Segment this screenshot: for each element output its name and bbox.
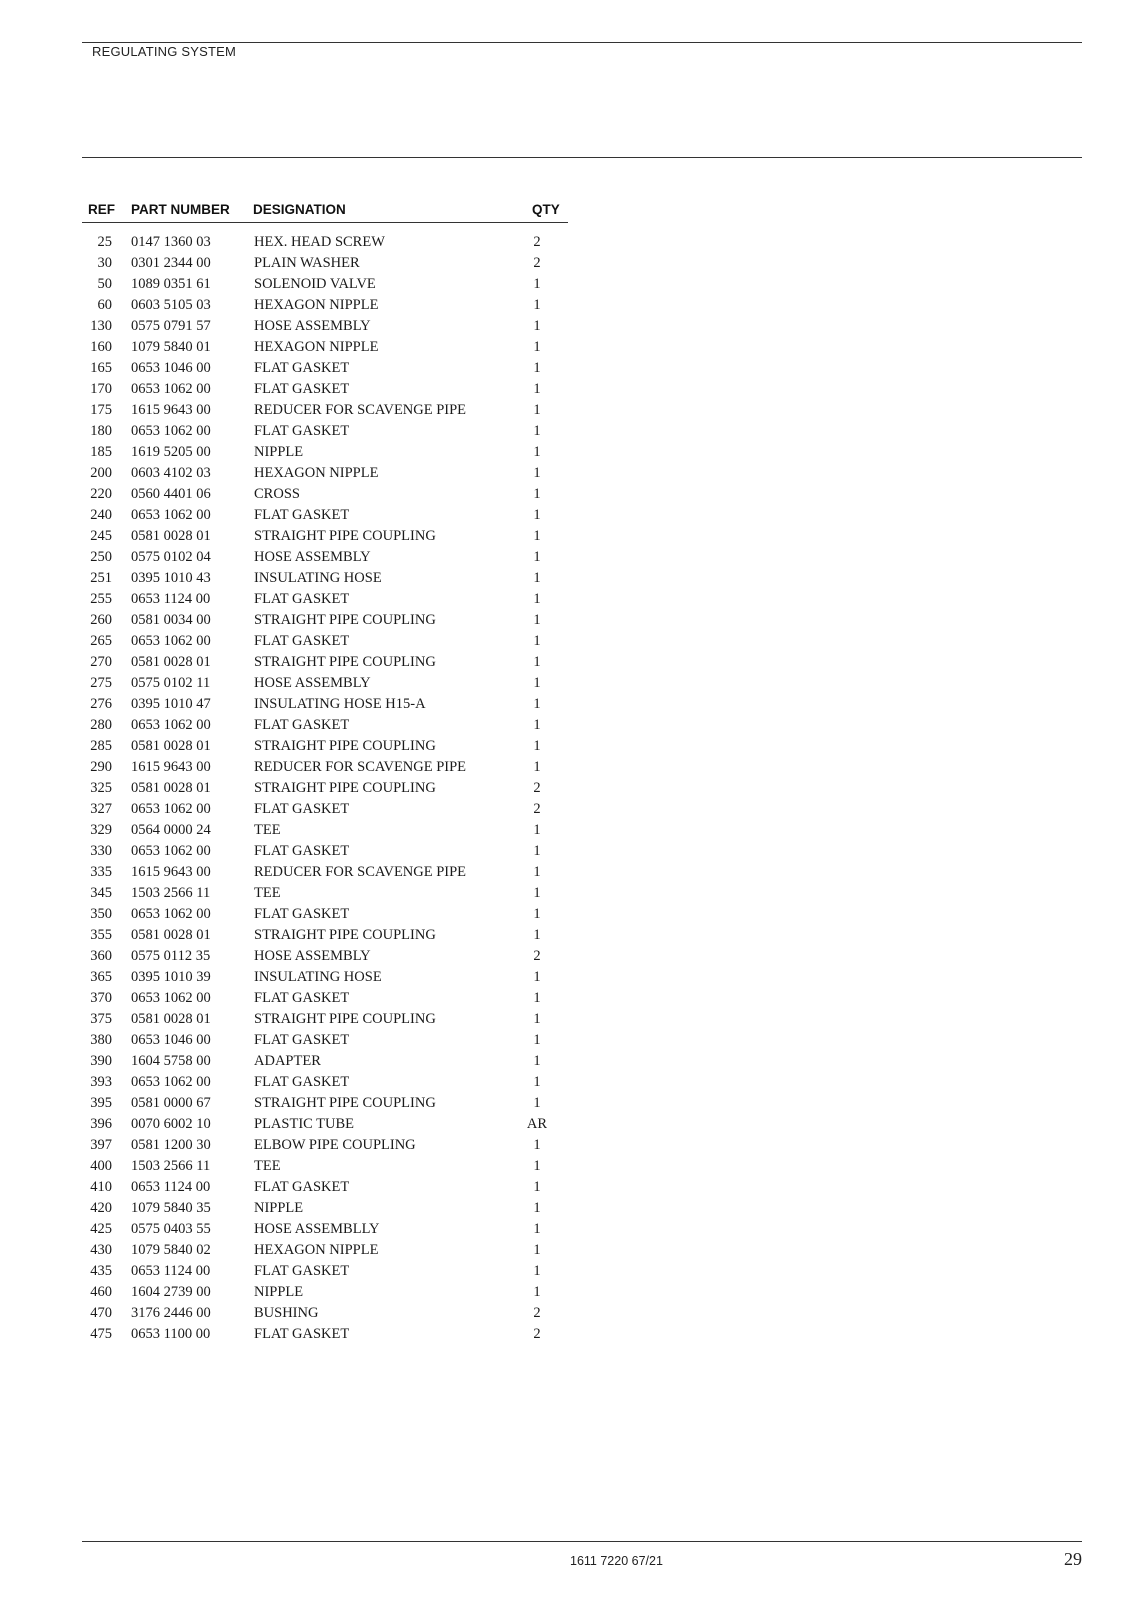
part-number-cell: 0653 1124 00 xyxy=(131,1179,211,1195)
designation-cell: BUSHING xyxy=(254,1305,319,1321)
part-number-cell: 0581 0028 01 xyxy=(131,1011,211,1027)
part-number-cell: 0581 0034 00 xyxy=(131,612,211,628)
table-row xyxy=(82,1240,568,1261)
part-number-cell: 0575 0102 11 xyxy=(131,675,211,691)
qty-cell: 1 xyxy=(533,423,541,439)
part-number-cell: 0653 1124 00 xyxy=(131,591,211,607)
qty-cell: 2 xyxy=(533,948,541,964)
designation-cell: FLAT GASKET xyxy=(254,906,350,922)
qty-cell: 1 xyxy=(533,549,541,565)
ref-cell: 395 xyxy=(90,1095,112,1111)
table-row xyxy=(82,1051,568,1072)
ref-cell: 365 xyxy=(90,969,112,985)
part-number-cell: 0603 4102 03 xyxy=(131,465,211,481)
part-number-cell: 0575 0102 04 xyxy=(131,549,211,565)
part-number-cell: 0395 1010 39 xyxy=(131,969,211,985)
qty-cell: 1 xyxy=(533,717,541,733)
qty-cell: 1 xyxy=(533,654,541,670)
designation-cell: FLAT GASKET xyxy=(254,1326,350,1342)
qty-cell: 2 xyxy=(533,780,541,796)
designation-cell: FLAT GASKET xyxy=(254,381,350,397)
qty-cell: 1 xyxy=(533,507,541,523)
table-row xyxy=(82,421,568,442)
part-number-cell: 0070 6002 10 xyxy=(131,1116,211,1132)
designation-cell: REDUCER FOR SCAVENGE PIPE xyxy=(254,759,467,775)
part-number-cell: 1615 9643 00 xyxy=(131,402,211,418)
qty-cell: 1 xyxy=(533,1242,541,1258)
table-row xyxy=(82,1009,568,1030)
part-number-cell: 0395 1010 47 xyxy=(131,696,211,712)
table-row xyxy=(82,1156,568,1177)
ref-cell: 240 xyxy=(90,507,112,523)
part-number-cell: 3176 2446 00 xyxy=(131,1305,211,1321)
designation-cell: NIPPLE xyxy=(254,1200,304,1216)
part-number-cell: 1615 9643 00 xyxy=(131,864,211,880)
table-row xyxy=(82,1135,568,1156)
qty-cell: 1 xyxy=(533,612,541,628)
table-row xyxy=(82,1198,568,1219)
ref-cell: 430 xyxy=(90,1242,112,1258)
table-body xyxy=(82,232,568,1345)
table-row xyxy=(82,967,568,988)
table-row xyxy=(82,232,568,253)
part-number-cell: 0653 1124 00 xyxy=(131,1263,211,1279)
table-row xyxy=(82,862,568,883)
ref-cell: 185 xyxy=(90,444,112,460)
header-bottom-rule xyxy=(82,157,1082,158)
qty-cell: 1 xyxy=(533,360,541,376)
designation-cell: ADAPTER xyxy=(254,1053,321,1069)
part-number-cell: 0653 1100 00 xyxy=(131,1326,211,1342)
designation-cell: STRAIGHT PIPE COUPLING xyxy=(254,528,436,544)
ref-cell: 397 xyxy=(90,1137,112,1153)
ref-cell: 355 xyxy=(90,927,112,943)
document-code: 1611 7220 67/21 xyxy=(570,1554,663,1568)
part-number-cell: 0581 0028 01 xyxy=(131,738,211,754)
table-row xyxy=(82,820,568,841)
ref-cell: 130 xyxy=(90,318,112,334)
part-number-cell: 0147 1360 03 xyxy=(131,234,211,250)
ref-cell: 390 xyxy=(90,1053,112,1069)
table-row xyxy=(82,673,568,694)
ref-cell: 180 xyxy=(90,423,112,439)
part-number-cell: 0653 1062 00 xyxy=(131,423,211,439)
table-row xyxy=(82,274,568,295)
part-number-cell: 1089 0351 61 xyxy=(131,276,211,292)
designation-cell: HOSE ASSEMBLY xyxy=(254,549,371,565)
designation-cell: STRAIGHT PIPE COUPLING xyxy=(254,612,436,628)
designation-cell: TEE xyxy=(254,1158,281,1174)
designation-cell: HOSE ASSEMBLY xyxy=(254,948,371,964)
qty-cell: 1 xyxy=(533,1137,541,1153)
qty-cell: 1 xyxy=(533,1095,541,1111)
designation-cell: FLAT GASKET xyxy=(254,1263,350,1279)
designation-cell: FLAT GASKET xyxy=(254,1179,350,1195)
designation-cell: STRAIGHT PIPE COUPLING xyxy=(254,654,436,670)
qty-cell: 1 xyxy=(533,339,541,355)
designation-cell: STRAIGHT PIPE COUPLING xyxy=(254,738,436,754)
table-row xyxy=(82,1303,568,1324)
designation-cell: FLAT GASKET xyxy=(254,801,350,817)
ref-cell: 270 xyxy=(90,654,112,670)
qty-cell: 1 xyxy=(533,297,541,313)
designation-cell: HOSE ASSEMBLLY xyxy=(254,1221,380,1237)
designation-cell: CROSS xyxy=(254,486,300,502)
ref-cell: 251 xyxy=(90,570,112,586)
ref-cell: 245 xyxy=(90,528,112,544)
designation-cell: STRAIGHT PIPE COUPLING xyxy=(254,1011,436,1027)
designation-cell: HEXAGON NIPPLE xyxy=(254,1242,379,1258)
designation-cell: NIPPLE xyxy=(254,1284,304,1300)
qty-cell: 1 xyxy=(533,927,541,943)
part-number-cell: 0653 1062 00 xyxy=(131,1074,211,1090)
part-number-cell: 1503 2566 11 xyxy=(131,1158,211,1174)
ref-cell: 370 xyxy=(90,990,112,1006)
ref-cell: 265 xyxy=(90,633,112,649)
part-number-cell: 0653 1046 00 xyxy=(131,1032,211,1048)
ref-cell: 30 xyxy=(97,255,112,271)
table-row xyxy=(82,799,568,820)
part-number-cell: 1604 5758 00 xyxy=(131,1053,211,1069)
ref-cell: 396 xyxy=(90,1116,112,1132)
table-row xyxy=(82,736,568,757)
table-row xyxy=(82,337,568,358)
designation-cell: ELBOW PIPE COUPLING xyxy=(254,1137,416,1153)
designation-cell: REDUCER FOR SCAVENGE PIPE xyxy=(254,864,467,880)
qty-cell: 1 xyxy=(533,822,541,838)
table-row xyxy=(82,505,568,526)
qty-cell: 1 xyxy=(533,528,541,544)
ref-cell: 175 xyxy=(90,402,112,418)
qty-cell: 1 xyxy=(533,1221,541,1237)
part-number-cell: 0603 5105 03 xyxy=(131,297,211,313)
qty-cell: 1 xyxy=(533,591,541,607)
table-row xyxy=(82,568,568,589)
ref-cell: 165 xyxy=(90,360,112,376)
part-number-cell: 0653 1062 00 xyxy=(131,717,211,733)
designation-cell: HEXAGON NIPPLE xyxy=(254,339,379,355)
qty-cell: 1 xyxy=(533,633,541,649)
table-row xyxy=(82,1177,568,1198)
designation-cell: INSULATING HOSE xyxy=(254,969,382,985)
ref-cell: 275 xyxy=(90,675,112,691)
part-number-cell: 1079 5840 35 xyxy=(131,1200,211,1216)
designation-cell: PLASTIC TUBE xyxy=(254,1116,355,1132)
ref-cell: 200 xyxy=(90,465,112,481)
designation-cell: SOLENOID VALVE xyxy=(254,276,376,292)
part-number-cell: 0653 1062 00 xyxy=(131,381,211,397)
qty-cell: 1 xyxy=(533,1032,541,1048)
part-number-cell: 0581 0028 01 xyxy=(131,927,211,943)
ref-cell: 260 xyxy=(90,612,112,628)
part-number-cell: 1079 5840 01 xyxy=(131,339,211,355)
column-header-ref: REF xyxy=(88,202,115,217)
designation-cell: HEXAGON NIPPLE xyxy=(254,297,379,313)
table-row xyxy=(82,400,568,421)
ref-cell: 160 xyxy=(90,339,112,355)
qty-cell: 1 xyxy=(533,969,541,985)
designation-cell: HOSE ASSEMBLY xyxy=(254,675,371,691)
designation-cell: INSULATING HOSE H15-A xyxy=(254,696,426,712)
part-number-cell: 0653 1062 00 xyxy=(131,990,211,1006)
designation-cell: STRAIGHT PIPE COUPLING xyxy=(254,1095,436,1111)
table-row xyxy=(82,841,568,862)
ref-cell: 393 xyxy=(90,1074,112,1090)
qty-cell: 1 xyxy=(533,381,541,397)
qty-cell: 1 xyxy=(533,990,541,1006)
designation-cell: PLAIN WASHER xyxy=(254,255,360,271)
qty-cell: 1 xyxy=(533,675,541,691)
qty-cell: 1 xyxy=(533,486,541,502)
part-number-cell: 0653 1062 00 xyxy=(131,801,211,817)
qty-cell: 1 xyxy=(533,444,541,460)
ref-cell: 470 xyxy=(90,1305,112,1321)
designation-cell: FLAT GASKET xyxy=(254,717,350,733)
qty-cell: 2 xyxy=(533,1305,541,1321)
ref-cell: 335 xyxy=(90,864,112,880)
ref-cell: 345 xyxy=(90,885,112,901)
qty-cell: 1 xyxy=(533,465,541,481)
ref-cell: 285 xyxy=(90,738,112,754)
table-row xyxy=(82,442,568,463)
part-number-cell: 0581 1200 30 xyxy=(131,1137,211,1153)
ref-cell: 327 xyxy=(90,801,112,817)
designation-cell: HEX. HEAD SCREW xyxy=(254,234,385,250)
qty-cell: 1 xyxy=(533,864,541,880)
table-row xyxy=(82,1219,568,1240)
ref-cell: 420 xyxy=(90,1200,112,1216)
qty-cell: 1 xyxy=(533,1074,541,1090)
table-row xyxy=(82,1114,568,1135)
ref-cell: 460 xyxy=(90,1284,112,1300)
qty-cell: 1 xyxy=(533,1158,541,1174)
table-row xyxy=(82,316,568,337)
qty-cell: 1 xyxy=(533,906,541,922)
ref-cell: 25 xyxy=(97,234,112,250)
ref-cell: 475 xyxy=(90,1326,112,1342)
table-row xyxy=(82,631,568,652)
ref-cell: 380 xyxy=(90,1032,112,1048)
table-row xyxy=(82,253,568,274)
table-row xyxy=(82,1324,568,1345)
qty-cell: 1 xyxy=(533,1053,541,1069)
ref-cell: 330 xyxy=(90,843,112,859)
column-header-qty: QTY xyxy=(532,202,560,217)
designation-cell: HEXAGON NIPPLE xyxy=(254,465,379,481)
qty-cell: 1 xyxy=(533,843,541,859)
table-row xyxy=(82,778,568,799)
ref-cell: 220 xyxy=(90,486,112,502)
qty-cell: 1 xyxy=(533,318,541,334)
designation-cell: FLAT GASKET xyxy=(254,633,350,649)
part-number-cell: 0301 2344 00 xyxy=(131,255,211,271)
designation-cell: FLAT GASKET xyxy=(254,423,350,439)
table-row xyxy=(82,652,568,673)
qty-cell: 1 xyxy=(533,276,541,292)
qty-cell: 2 xyxy=(533,234,541,250)
part-number-cell: 0653 1062 00 xyxy=(131,906,211,922)
ref-cell: 400 xyxy=(90,1158,112,1174)
ref-cell: 290 xyxy=(90,759,112,775)
part-number-cell: 0560 4401 06 xyxy=(131,486,211,502)
top-rule xyxy=(82,42,1082,43)
table-row xyxy=(82,526,568,547)
column-header-part-number: PART NUMBER xyxy=(131,202,230,217)
part-number-cell: 0564 0000 24 xyxy=(131,822,211,838)
part-number-cell: 1503 2566 11 xyxy=(131,885,211,901)
qty-cell: 1 xyxy=(533,885,541,901)
part-number-cell: 1619 5205 00 xyxy=(131,444,211,460)
qty-cell: 1 xyxy=(533,402,541,418)
designation-cell: REDUCER FOR SCAVENGE PIPE xyxy=(254,402,467,418)
table-row xyxy=(82,358,568,379)
table-header-rule xyxy=(82,222,568,223)
qty-cell: 1 xyxy=(533,1011,541,1027)
ref-cell: 329 xyxy=(90,822,112,838)
column-header-designation: DESIGNATION xyxy=(253,202,346,217)
ref-cell: 50 xyxy=(97,276,112,292)
ref-cell: 435 xyxy=(90,1263,112,1279)
part-number-cell: 1079 5840 02 xyxy=(131,1242,211,1258)
ref-cell: 425 xyxy=(90,1221,112,1237)
designation-cell: FLAT GASKET xyxy=(254,990,350,1006)
ref-cell: 280 xyxy=(90,717,112,733)
part-number-cell: 0653 1062 00 xyxy=(131,843,211,859)
table-row xyxy=(82,715,568,736)
qty-cell: 1 xyxy=(533,1200,541,1216)
table-row xyxy=(82,484,568,505)
qty-cell: 2 xyxy=(533,255,541,271)
page-number: 29 xyxy=(1064,1549,1082,1569)
designation-cell: NIPPLE xyxy=(254,444,304,460)
part-number-cell: 0653 1062 00 xyxy=(131,633,211,649)
table-row xyxy=(82,1093,568,1114)
part-number-cell: 0581 0028 01 xyxy=(131,528,211,544)
designation-cell: FLAT GASKET xyxy=(254,843,350,859)
designation-cell: FLAT GASKET xyxy=(254,360,350,376)
designation-cell: TEE xyxy=(254,822,281,838)
ref-cell: 255 xyxy=(90,591,112,607)
part-number-cell: 1615 9643 00 xyxy=(131,759,211,775)
ref-cell: 350 xyxy=(90,906,112,922)
part-number-cell: 0653 1062 00 xyxy=(131,507,211,523)
qty-cell: AR xyxy=(526,1116,548,1132)
designation-cell: FLAT GASKET xyxy=(254,507,350,523)
table-row xyxy=(82,883,568,904)
table-row xyxy=(82,757,568,778)
part-number-cell: 0581 0028 01 xyxy=(131,780,211,796)
part-number-cell: 0575 0403 55 xyxy=(131,1221,211,1237)
ref-cell: 410 xyxy=(90,1179,112,1195)
table-row xyxy=(82,1030,568,1051)
qty-cell: 1 xyxy=(533,1263,541,1279)
footer-rule xyxy=(82,1541,1082,1542)
part-number-cell: 0653 1046 00 xyxy=(131,360,211,376)
designation-cell: FLAT GASKET xyxy=(254,1032,350,1048)
table-row xyxy=(82,694,568,715)
table-row xyxy=(82,1261,568,1282)
ref-cell: 360 xyxy=(90,948,112,964)
table-row xyxy=(82,904,568,925)
ref-cell: 60 xyxy=(97,297,112,313)
part-number-cell: 1604 2739 00 xyxy=(131,1284,211,1300)
ref-cell: 170 xyxy=(90,381,112,397)
designation-cell: INSULATING HOSE xyxy=(254,570,382,586)
qty-cell: 2 xyxy=(533,1326,541,1342)
table-row xyxy=(82,589,568,610)
table-row xyxy=(82,379,568,400)
designation-cell: FLAT GASKET xyxy=(254,1074,350,1090)
qty-cell: 1 xyxy=(533,759,541,775)
table-row xyxy=(82,925,568,946)
ref-cell: 276 xyxy=(90,696,112,712)
ref-cell: 325 xyxy=(90,780,112,796)
designation-cell: HOSE ASSEMBLY xyxy=(254,318,371,334)
table-row xyxy=(82,988,568,1009)
qty-cell: 2 xyxy=(533,801,541,817)
qty-cell: 1 xyxy=(533,696,541,712)
table-row xyxy=(82,610,568,631)
qty-cell: 1 xyxy=(533,570,541,586)
table-row xyxy=(82,463,568,484)
part-number-cell: 0395 1010 43 xyxy=(131,570,211,586)
section-title: REGULATING SYSTEM xyxy=(92,44,237,59)
ref-cell: 375 xyxy=(90,1011,112,1027)
ref-cell: 250 xyxy=(90,549,112,565)
table-row xyxy=(82,1072,568,1093)
table-row xyxy=(82,295,568,316)
designation-cell: STRAIGHT PIPE COUPLING xyxy=(254,927,436,943)
designation-cell: FLAT GASKET xyxy=(254,591,350,607)
qty-cell: 1 xyxy=(533,1179,541,1195)
part-number-cell: 0581 0000 67 xyxy=(131,1095,211,1111)
designation-cell: STRAIGHT PIPE COUPLING xyxy=(254,780,436,796)
table-row xyxy=(82,1282,568,1303)
part-number-cell: 0575 0112 35 xyxy=(131,948,211,964)
part-number-cell: 0581 0028 01 xyxy=(131,654,211,670)
table-row xyxy=(82,946,568,967)
qty-cell: 1 xyxy=(533,738,541,754)
table-row xyxy=(82,547,568,568)
part-number-cell: 0575 0791 57 xyxy=(131,318,211,334)
qty-cell: 1 xyxy=(533,1284,541,1300)
designation-cell: TEE xyxy=(254,885,281,901)
